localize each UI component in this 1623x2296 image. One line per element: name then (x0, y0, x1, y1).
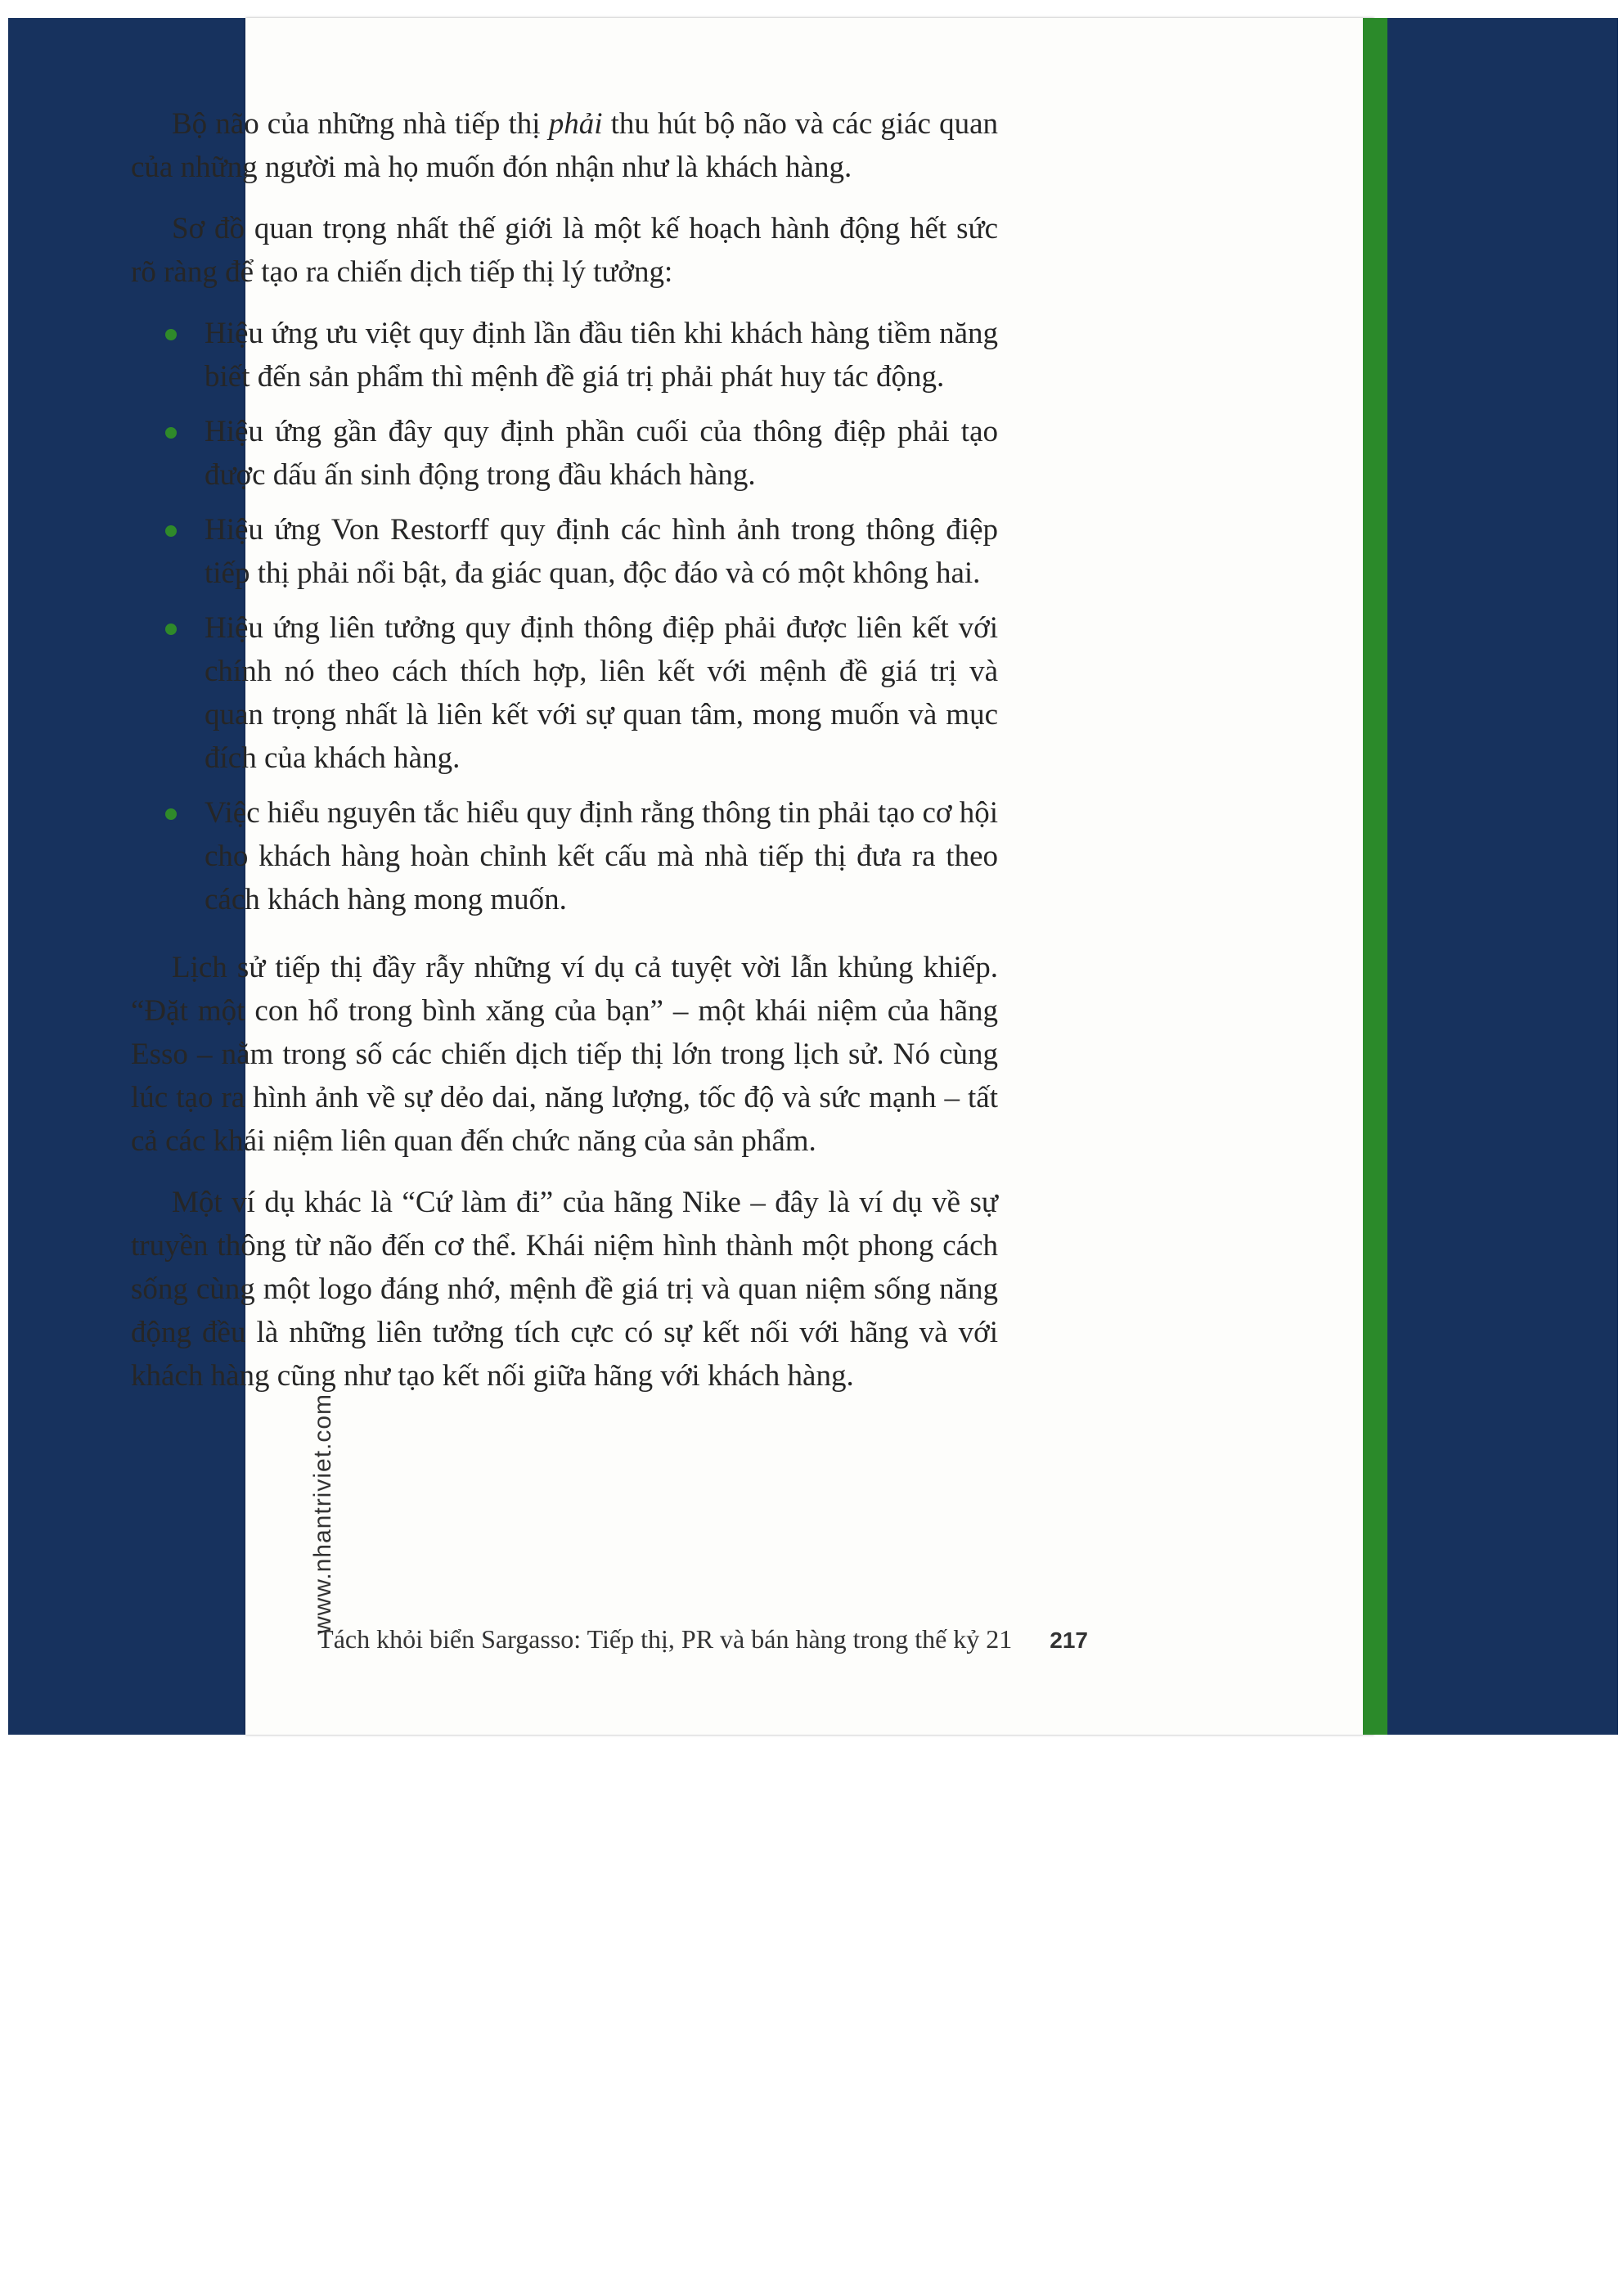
running-title: Tách khỏi biển Sargasso: Tiếp thị, PR và bán hàng trong thế kỷ 21 (317, 1624, 1013, 1654)
list-item (131, 410, 998, 497)
list-item (131, 791, 998, 921)
bullet-dot-icon (165, 624, 177, 635)
page-content (131, 102, 998, 1416)
bullet-dot-icon (165, 808, 177, 820)
list-item (131, 312, 998, 398)
page-number: 217 (1050, 1627, 1088, 1653)
list-item-text: Việc hiểu nguyên tắc hiểu quy định rằng thông tin phải tạo cơ hội cho khách hàng hoàn chỉnh kết cấu mà nhà tiếp thị đưa ra theo cách khách hàng mong muốn. (205, 796, 998, 916)
paragraph-2: Sơ đồ quan trọng nhất thế giới là một kế hoạch hành động hết sức rõ ràng để tạo ra chiến dịch tiếp thị lý tưởng: (131, 212, 998, 289)
paragraph-1 (131, 102, 998, 189)
paragraph-1-end: thu hút bộ não và các giác quan của những người mà họ muốn đón nhận như là khách hàng. (131, 107, 999, 184)
list-item-text: Hiệu ứng liên tưởng quy định thông điệp phải được liên kết với chính nó theo cách thích hợp, liên kết với mệnh đề giá trị và quan trọng nhất là liên kết với sự quan tâm, mong muốn và mục đích của khách hàng. (205, 611, 998, 775)
paragraph-4: Một ví dụ khác là “Cứ làm đi” của hãng Nike – đây là ví dụ về sự truyền thông từ não đến cơ thể. Khái niệm hình thành một phong cách sống cùng một logo đáng nhớ, mệnh đề giá trị và quan niệm sống năng động đều là những liên tưởng tích cực có sự kết nối với hãng và với khách hàng cũng như tạo kết nối giữa hãng với khách hàng. (131, 1186, 998, 1393)
emphasis-word: phải (548, 107, 603, 141)
list-item-text: Hiệu ứng Von Restorff quy định các hình ảnh trong thông điệp tiếp thị phải nổi bật, đa giác quan, độc đáo và có một không hai. (205, 513, 998, 590)
list-item (131, 508, 998, 595)
bullet-dot-icon (165, 427, 177, 439)
list-item-text: Hiệu ứng ưu việt quy định lần đầu tiên khi khách hàng tiềm năng biết đến sản phẩm thì mệnh đề giá trị phải phát huy tác động. (205, 317, 998, 394)
page-edge-green (1363, 18, 1387, 1735)
bullet-dot-icon (165, 329, 177, 340)
side-website-url: www.nhantriviet.com (309, 1393, 336, 1635)
bullet-list (131, 312, 998, 921)
page-footer (311, 1624, 1088, 1654)
list-item (131, 606, 998, 780)
paragraph-3: Lịch sử tiếp thị đầy rẫy những ví dụ cả tuyệt vời lẫn khủng khiếp. “Đặt một con hổ trong bình xăng của bạn” – một khái niệm của hãng Esso – nằm trong số các chiến dịch tiếp thị lớn trong lịch sử. Nó cùng lúc tạo ra hình ảnh về sự dẻo dai, năng lượng, tốc độ và sức mạnh – tất cả các khái niệm liên quan đến chức năng của sản phẩm. (131, 951, 998, 1158)
bullet-dot-icon (165, 525, 177, 537)
list-item-text: Hiệu ứng gần đây quy định phần cuối của thông điệp phải tạo được dấu ấn sinh động trong đầu khách hàng. (205, 415, 998, 492)
paragraph-1-start: Bộ não của những nhà tiếp thị (172, 107, 549, 141)
